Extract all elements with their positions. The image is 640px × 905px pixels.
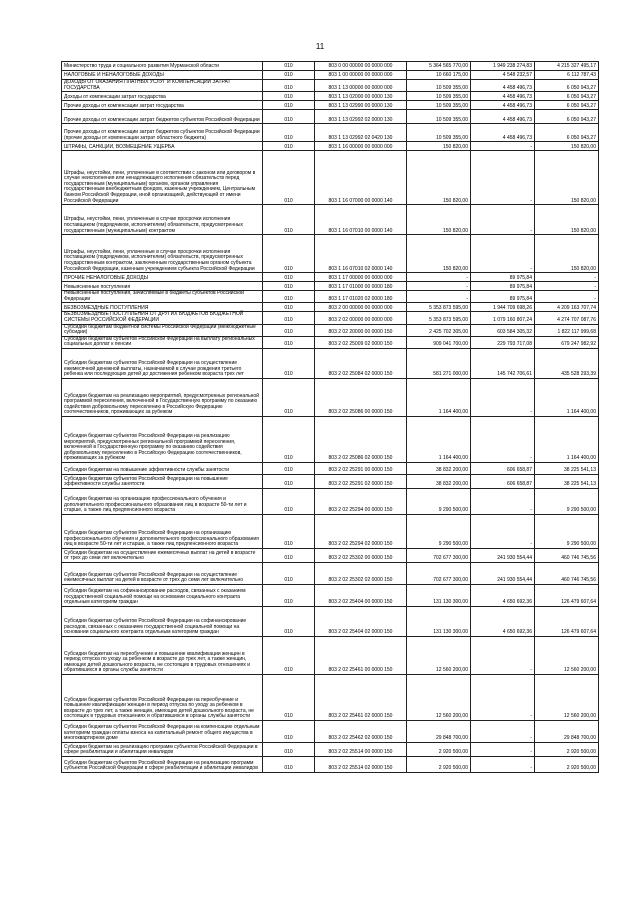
row-code: 010 xyxy=(263,584,315,606)
row-code: 010 xyxy=(263,62,315,71)
row-fact: - xyxy=(471,720,535,742)
row-rest: 435 528 293,39 xyxy=(535,348,599,378)
row-kbk: 803 2 02 25404 00 0000 150 xyxy=(315,584,407,606)
row-plan: 5 364 565 770,00 xyxy=(407,62,471,71)
row-name: Прочие доходы от компенсации затрат государства xyxy=(62,101,263,110)
table-row xyxy=(62,312,599,324)
row-rest: - xyxy=(535,273,599,282)
row-plan: 1 164 400,00 xyxy=(407,416,471,462)
row-plan: 5 353 873 595,00 xyxy=(407,312,471,324)
row-plan: 581 271 000,00 xyxy=(407,348,471,378)
table-row xyxy=(62,756,599,772)
row-kbk: 803 1 16 07010 00 0000 140 xyxy=(315,205,407,235)
table-row xyxy=(62,474,599,488)
row-fact: - xyxy=(471,514,535,548)
row-fact: - xyxy=(471,742,535,756)
row-kbk: 803 1 13 02000 00 0000 130 xyxy=(315,92,407,101)
row-name: ШТРАФЫ, САНКЦИИ, ВОЗМЕЩЕНИЕ УЩЕРБА xyxy=(62,142,263,151)
row-name: Доходы от компенсации затрат государства xyxy=(62,92,263,101)
row-fact: - xyxy=(471,674,535,720)
row-plan: 150 820,00 xyxy=(407,142,471,151)
row-rest: 150 820,00 xyxy=(535,205,599,235)
table-row xyxy=(62,636,599,674)
table-row xyxy=(62,101,599,110)
table-row xyxy=(62,674,599,720)
row-fact: - xyxy=(471,142,535,151)
row-name: Субсидии бюджетам субъектов Российской Федерации на софинансирование расходов, связанных с оказанием государственной социальной помощи на основании социального контракта отдельным категориям граждан xyxy=(62,606,263,636)
row-fact: 145 742 706,61 xyxy=(471,348,535,378)
row-kbk: 803 1 00 00000 00 0000 000 xyxy=(315,71,407,80)
row-rest: 1 164 400,00 xyxy=(535,378,599,416)
row-code: 010 xyxy=(263,336,315,348)
table-row xyxy=(62,110,599,124)
row-rest: 1 822 117 999,68 xyxy=(535,324,599,336)
row-plan: 2 425 702 305,00 xyxy=(407,324,471,336)
row-fact: 4 458 496,73 xyxy=(471,110,535,124)
row-kbk: 803 2 02 25086 02 0000 150 xyxy=(315,416,407,462)
row-kbk: 803 2 02 20000 00 0000 150 xyxy=(315,324,407,336)
row-name: Субсидии бюджетам на реализацию мероприятий, предусмотренных региональной программой переселения, включенной в Государственную программу по оказанию содействия добровольному переселению в Российскую Федерацию соотечественников, проживающих за рубежом xyxy=(62,378,263,416)
row-kbk: 803 2 02 25514 02 0000 150 xyxy=(315,756,407,772)
row-fact: 4 458 496,73 xyxy=(471,124,535,142)
row-rest: 460 746 745,56 xyxy=(535,562,599,584)
row-rest: 38 225 541,13 xyxy=(535,474,599,488)
row-fact: - xyxy=(471,205,535,235)
row-plan: 10 660 175,00 xyxy=(407,71,471,80)
row-plan: 10 509 355,00 xyxy=(407,110,471,124)
row-rest: 4 215 327 495,17 xyxy=(535,62,599,71)
table-row xyxy=(62,548,599,562)
row-code: 010 xyxy=(263,282,315,291)
row-rest: 12 560 200,00 xyxy=(535,636,599,674)
row-code: 010 xyxy=(263,378,315,416)
row-code: 010 xyxy=(263,548,315,562)
row-plan: 12 560 200,00 xyxy=(407,636,471,674)
table-row xyxy=(62,336,599,348)
row-code: 010 xyxy=(263,488,315,514)
row-kbk: 803 2 02 25084 02 0000 150 xyxy=(315,348,407,378)
row-fact: 606 658,87 xyxy=(471,474,535,488)
row-name: НАЛОГОВЫЕ И НЕНАЛОГОВЫЕ ДОХОДЫ xyxy=(62,71,263,80)
row-rest: 150 820,00 xyxy=(535,151,599,205)
row-rest: 29 848 700,00 xyxy=(535,720,599,742)
row-kbk: 803 1 17 01000 00 0000 180 xyxy=(315,282,407,291)
row-code: 010 xyxy=(263,124,315,142)
row-kbk: 803 2 02 25302 02 0000 150 xyxy=(315,562,407,584)
row-name: ПРОЧИЕ НЕНАЛОГОВЫЕ ДОХОДЫ xyxy=(62,273,263,282)
row-fact: 1 949 238 274,83 xyxy=(471,62,535,71)
table-row xyxy=(62,514,599,548)
row-name: Субсидии бюджетам на осуществление ежемесячных выплат на детей в возрасте от трех до семи лет включительно xyxy=(62,548,263,562)
table-row xyxy=(62,462,599,474)
row-rest: 126 479 607,64 xyxy=(535,584,599,606)
row-kbk: 803 2 02 25302 00 0000 150 xyxy=(315,548,407,562)
table-row xyxy=(62,205,599,235)
row-code: 010 xyxy=(263,720,315,742)
row-code: 010 xyxy=(263,303,315,312)
row-plan: 12 560 200,00 xyxy=(407,674,471,720)
row-plan: - xyxy=(407,273,471,282)
row-rest: 9 290 500,00 xyxy=(535,514,599,548)
row-plan: 29 848 700,00 xyxy=(407,720,471,742)
row-rest: 38 225 541,13 xyxy=(535,462,599,474)
table-row xyxy=(62,562,599,584)
row-fact: 89 975,84 xyxy=(471,291,535,303)
row-fact: 603 584 305,32 xyxy=(471,324,535,336)
row-kbk: 803 1 13 02990 00 0000 130 xyxy=(315,101,407,110)
table-row xyxy=(62,416,599,462)
row-name: Прочие доходы от компенсации затрат бюджетов субъектов Российской Федерации (прочие доходы от компенсации затрат областного бюджета) xyxy=(62,124,263,142)
table-row xyxy=(62,488,599,514)
row-kbk: 803 1 17 00000 00 0000 000 xyxy=(315,273,407,282)
row-code: 010 xyxy=(263,101,315,110)
row-name: Субсидии бюджетам субъектов Российской Федерации на переобучение и повышение квалификации женщин в период отпуска по уходу за ребенком в возрасте до трех лет, а также женщин, имеющих детей дошкольного возраста, не состоящих в трудовых отношениях и обратившихся в органы службы занятости xyxy=(62,674,263,720)
row-fact: 4 458 496,73 xyxy=(471,80,535,92)
row-name: Субсидии бюджетам субъектов Российской Федерации на реализацию программ субъектов Российской Федерации в сфере реабилитации и абилитации инвалидов xyxy=(62,756,263,772)
row-plan: 10 509 355,00 xyxy=(407,92,471,101)
table-row xyxy=(62,62,599,71)
row-fact: 89 975,84 xyxy=(471,273,535,282)
row-name: Невыясненные поступления, зачисляемые в бюджеты субъектов Российской Федерации xyxy=(62,291,263,303)
row-plan: - xyxy=(407,282,471,291)
row-name: Субсидии бюджетам на реализацию программ субъектов Российской Федерации в сфере реабилитации и абилитации инвалидов xyxy=(62,742,263,756)
row-name: БЕЗВОЗМЕЗДНЫЕ ПОСТУПЛЕНИЯ ОТ ДРУГИХ БЮДЖЕТОВ БЮДЖЕТНОЙ СИСТЕМЫ РОССИЙСКОЙ ФЕДЕРАЦИИ xyxy=(62,312,263,324)
row-code: 010 xyxy=(263,462,315,474)
table-row xyxy=(62,273,599,282)
row-kbk: 803 0 00 00000 00 0000 000 xyxy=(315,62,407,71)
row-fact: 4 458 496,73 xyxy=(471,101,535,110)
row-rest: 4 274 707 087,76 xyxy=(535,312,599,324)
row-code: 010 xyxy=(263,324,315,336)
row-fact: 4 650 692,36 xyxy=(471,584,535,606)
row-plan: 150 820,00 xyxy=(407,205,471,235)
row-kbk: 803 2 00 00000 00 0000 000 xyxy=(315,303,407,312)
row-kbk: 803 2 02 25404 02 0000 150 xyxy=(315,606,407,636)
row-name: Прочие доходы от компенсации затрат бюджетов субъектов Российской Федерации xyxy=(62,110,263,124)
row-rest: 2 920 500,00 xyxy=(535,756,599,772)
row-fact: - xyxy=(471,416,535,462)
row-plan: 10 509 355,00 xyxy=(407,101,471,110)
row-fact: - xyxy=(471,151,535,205)
row-kbk: 803 1 13 02992 02 0000 130 xyxy=(315,110,407,124)
row-name: Штрафы, неустойки, пени, уплаченные в соответствии с законом или договором в случае неисполнения или ненадлежащего исполнения обязательств перед государственным (муниципальным) органом, органом управления государственным внебюджетным фондом, казенным учреждением, Центральным банком Российской Федерации, иной организацией, действующей от имени Российской Федерации xyxy=(62,151,263,205)
row-fact: 4 458 496,73 xyxy=(471,92,535,101)
row-plan: - xyxy=(407,291,471,303)
row-rest: 126 479 607,64 xyxy=(535,606,599,636)
table-row xyxy=(62,151,599,205)
row-plan: 909 041 700,00 xyxy=(407,336,471,348)
row-kbk: 803 1 16 07000 00 0000 140 xyxy=(315,151,407,205)
row-code: 010 xyxy=(263,416,315,462)
row-code: 010 xyxy=(263,235,315,273)
row-fact: 229 793 717,08 xyxy=(471,336,535,348)
table-body xyxy=(62,62,599,773)
row-code: 010 xyxy=(263,151,315,205)
row-code: 010 xyxy=(263,205,315,235)
row-code: 010 xyxy=(263,142,315,151)
page-number: 11 xyxy=(315,42,325,51)
row-kbk: 803 2 02 25009 02 0000 150 xyxy=(315,336,407,348)
row-plan: 702 677 300,00 xyxy=(407,548,471,562)
row-rest: 4 209 163 707,74 xyxy=(535,303,599,312)
row-rest: 460 746 745,56 xyxy=(535,548,599,562)
table-row xyxy=(62,142,599,151)
row-plan: 2 920 500,00 xyxy=(407,742,471,756)
row-rest: 9 290 500,00 xyxy=(535,488,599,514)
row-rest: 6 050 943,27 xyxy=(535,92,599,101)
row-name: Субсидии бюджетам субъектов Российской Федерации на организацию профессионального обучения и дополнительного профессионального образования лиц в возрасте 50-ти лет и старше, а также лиц предпенсионного возраста xyxy=(62,514,263,548)
row-name: Субсидии бюджетам субъектов Российской Федерации на выплату региональных социальных доплат к пенсии xyxy=(62,336,263,348)
row-name: Субсидии бюджетам субъектов Российской Федерации на осуществление ежемесячной денежной выплаты, назначаемой в случае рождения третьего ребенка или последующих детей до достижения ребенком возраста трех лет xyxy=(62,348,263,378)
row-code: 010 xyxy=(263,636,315,674)
table-row xyxy=(62,124,599,142)
row-plan: 150 820,00 xyxy=(407,151,471,205)
row-kbk: 803 1 13 02992 02 0420 130 xyxy=(315,124,407,142)
row-plan: 1 164 400,00 xyxy=(407,378,471,416)
row-name: Субсидии бюджетам субъектов Российской Федерации на компенсацию отдельным категориям граждан оплаты взноса на капитальный ремонт общего имущества в многоквартирном доме xyxy=(62,720,263,742)
row-fact: 4 650 692,36 xyxy=(471,606,535,636)
row-plan: 38 832 200,00 xyxy=(407,462,471,474)
table-row xyxy=(62,584,599,606)
row-plan: 2 920 500,00 xyxy=(407,756,471,772)
row-name: Субсидии бюджетам на организацию профессионального обучения и дополнительного профессионального образования лиц в возрасте 50-ти лет и старше, а также лиц предпенсионного возраста xyxy=(62,488,263,514)
row-code: 010 xyxy=(263,742,315,756)
row-name: Министерство труда и социального развития Мурманской области xyxy=(62,62,263,71)
row-kbk: 803 2 02 25294 00 0000 150 xyxy=(315,488,407,514)
row-plan: 10 509 355,00 xyxy=(407,124,471,142)
row-rest: 2 920 500,00 xyxy=(535,742,599,756)
row-rest: 150 820,00 xyxy=(535,142,599,151)
row-plan: 702 677 300,00 xyxy=(407,562,471,584)
row-kbk: 803 2 02 25086 00 0000 150 xyxy=(315,378,407,416)
row-kbk: 803 2 02 25294 02 0000 150 xyxy=(315,514,407,548)
row-name: Субсидии бюджетам субъектов Российской Федерации на повышение эффективности службы занятости xyxy=(62,474,263,488)
row-fact: - xyxy=(471,378,535,416)
row-plan: 9 290 500,00 xyxy=(407,488,471,514)
row-rest: 6 050 943,27 xyxy=(535,110,599,124)
row-kbk: 803 2 02 25291 00 0000 150 xyxy=(315,462,407,474)
row-plan: 38 832 200,00 xyxy=(407,474,471,488)
table-row xyxy=(62,235,599,273)
row-code: 010 xyxy=(263,474,315,488)
table-row xyxy=(62,742,599,756)
row-plan: 150 820,00 xyxy=(407,235,471,273)
row-name: Субсидии бюджетам на софинансирование расходов, связанных с оказанием государственной социальной помощи на основании социального контракта отдельным категориям граждан xyxy=(62,584,263,606)
row-rest: - xyxy=(535,282,599,291)
row-fact: 89 975,84 xyxy=(471,282,535,291)
row-rest: 6 050 943,27 xyxy=(535,80,599,92)
row-code: 010 xyxy=(263,562,315,584)
row-code: 010 xyxy=(263,291,315,303)
row-rest: 6 050 943,27 xyxy=(535,101,599,110)
row-rest: - xyxy=(535,291,599,303)
row-fact: 241 930 554,44 xyxy=(471,548,535,562)
row-code: 010 xyxy=(263,674,315,720)
row-kbk: 803 1 13 00000 00 0000 000 xyxy=(315,80,407,92)
row-code: 010 xyxy=(263,80,315,92)
table-row xyxy=(62,92,599,101)
table-row xyxy=(62,291,599,303)
budget-table xyxy=(61,61,599,773)
table-row xyxy=(62,720,599,742)
row-kbk: 803 2 02 25461 00 0000 150 xyxy=(315,636,407,674)
row-code: 010 xyxy=(263,756,315,772)
row-name: Штрафы, неустойки, пени, уплаченные в случае просрочки исполнения поставщиком (подрядчиком, исполнителем) обязательств, предусмотренных государственным контрактом, заключенным государственным органом субъекта Российской Федерации, казенным учреждением субъекта Российской Федерации xyxy=(62,235,263,273)
row-name: Субсидии бюджетам бюджетной системы Российской Федерации (межбюджетные субсидии) xyxy=(62,324,263,336)
row-kbk: 803 1 16 07010 02 0000 140 xyxy=(315,235,407,273)
row-code: 010 xyxy=(263,514,315,548)
row-fact: 606 658,87 xyxy=(471,462,535,474)
table-row xyxy=(62,348,599,378)
row-code: 010 xyxy=(263,312,315,324)
row-rest: 679 247 982,92 xyxy=(535,336,599,348)
row-fact: 241 930 554,44 xyxy=(471,562,535,584)
row-code: 010 xyxy=(263,348,315,378)
row-kbk: 803 2 02 00000 00 0000 000 xyxy=(315,312,407,324)
row-code: 010 xyxy=(263,110,315,124)
row-rest: 1 164 400,00 xyxy=(535,416,599,462)
row-name: Субсидии бюджетам субъектов Российской Федерации на реализацию мероприятий, предусмотренных региональной программой переселения, включенной в Государственную программу по оказанию содействия добровольному переселению в Российскую Федерацию соотечественников, проживающих за рубежом xyxy=(62,416,263,462)
row-fact: 1 944 709 698,26 xyxy=(471,303,535,312)
row-plan: 131 130 300,00 xyxy=(407,606,471,636)
row-fact: - xyxy=(471,488,535,514)
row-plan: 131 130 300,00 xyxy=(407,584,471,606)
row-rest: 150 820,00 xyxy=(535,235,599,273)
row-name: Субсидии бюджетам субъектов Российской Федерации на осуществление ежемесячных выплат на детей в возрасте от трех до семи лет включительно xyxy=(62,562,263,584)
table-row xyxy=(62,606,599,636)
row-fact: - xyxy=(471,235,535,273)
row-rest: 6 050 943,27 xyxy=(535,124,599,142)
row-kbk: 803 2 02 25462 02 0000 150 xyxy=(315,720,407,742)
row-code: 010 xyxy=(263,71,315,80)
table-row xyxy=(62,80,599,92)
row-name: ДОХОДЫ ОТ ОКАЗАНИЯ ПЛАТНЫХ УСЛУГ И КОМПЕНСАЦИИ ЗАТРАТ ГОСУДАРСТВА xyxy=(62,80,263,92)
row-plan: 9 290 500,00 xyxy=(407,514,471,548)
row-fact: - xyxy=(471,636,535,674)
row-code: 010 xyxy=(263,606,315,636)
row-kbk: 803 1 17 01020 02 0000 180 xyxy=(315,291,407,303)
row-name: БЕЗВОЗМЕЗДНЫЕ ПОСТУПЛЕНИЯ xyxy=(62,303,263,312)
row-fact: - xyxy=(471,756,535,772)
table-row xyxy=(62,324,599,336)
row-fact: 1 079 160 807,24 xyxy=(471,312,535,324)
row-name: Невыясненные поступления xyxy=(62,282,263,291)
row-plan: 5 353 873 595,00 xyxy=(407,303,471,312)
table-row xyxy=(62,378,599,416)
row-rest: 6 112 787,43 xyxy=(535,71,599,80)
row-rest: 12 560 200,00 xyxy=(535,674,599,720)
row-name: Субсидии бюджетам на переобучение и повышение квалификации женщин в период отпуска по уходу за ребенком в возрасте до трех лет, а также женщин, имеющих детей дошкольного возраста, не состоящих в трудовых отношениях и обратившихся в органы службы занятости xyxy=(62,636,263,674)
row-kbk: 803 2 02 25291 02 0000 150 xyxy=(315,474,407,488)
row-name: Штрафы, неустойки, пени, уплаченные в случае просрочки исполнения поставщиком (подрядчиком, исполнителем) обязательств, предусмотренных государственным (муниципальным) контрактом xyxy=(62,205,263,235)
row-plan: 10 509 355,00 xyxy=(407,80,471,92)
row-name: Субсидии бюджетам на повышение эффективности службы занятости xyxy=(62,462,263,474)
row-code: 010 xyxy=(263,273,315,282)
row-kbk: 803 1 16 00000 00 0000 000 xyxy=(315,142,407,151)
row-code: 010 xyxy=(263,92,315,101)
row-fact: 4 548 232,57 xyxy=(471,71,535,80)
row-kbk: 803 2 02 25461 02 0000 150 xyxy=(315,674,407,720)
row-kbk: 803 2 02 25514 00 0000 150 xyxy=(315,742,407,756)
